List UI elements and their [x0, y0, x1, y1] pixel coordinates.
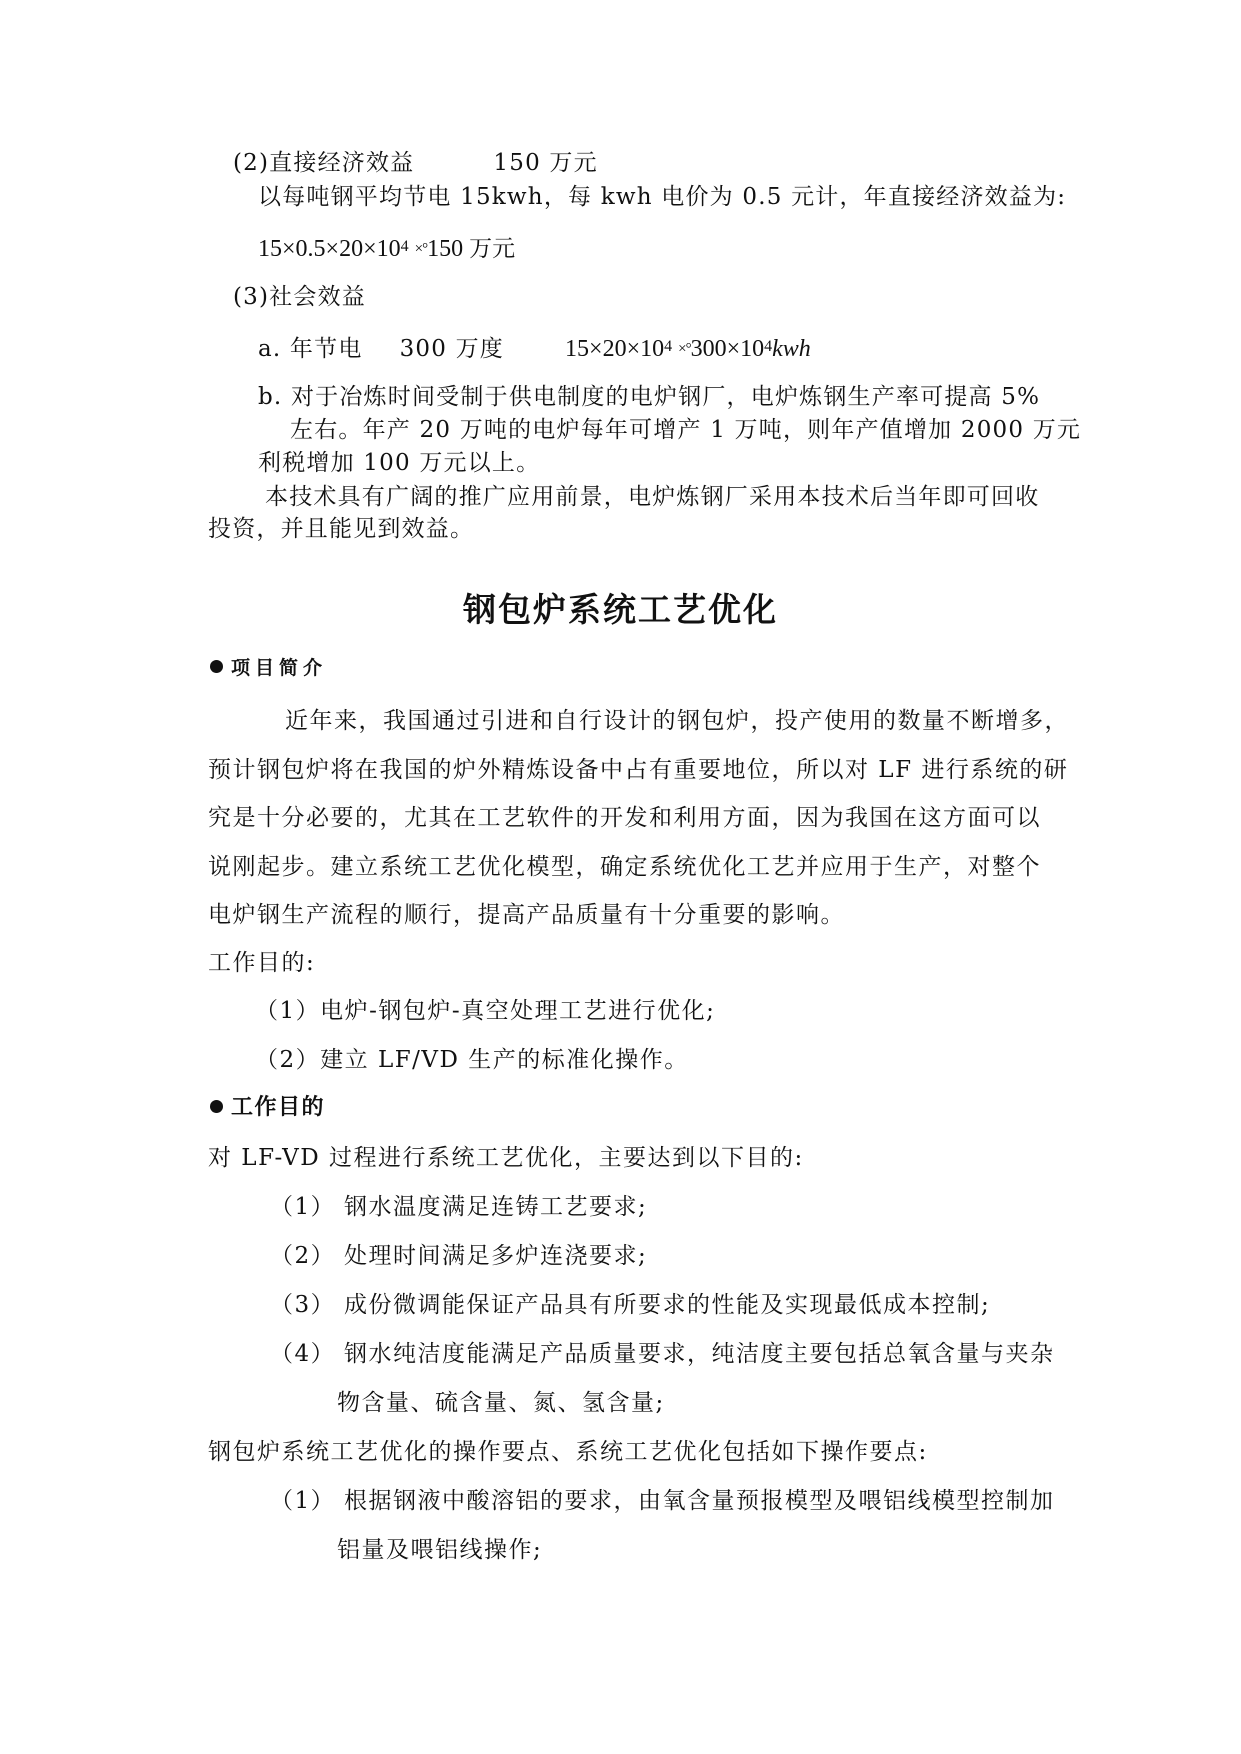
project-intro-heading: [210, 654, 327, 682]
formula2-exp2: 4: [764, 338, 773, 355]
formula-direct-benefit: [258, 234, 515, 267]
formula1-glyph: ×°: [414, 241, 428, 257]
item2-label: (2)直接经济效益: [233, 150, 415, 176]
item2-value: 150 万元: [493, 150, 598, 176]
b-line-1: b. 对于冶炼时间受制于供电制度的电炉钢厂，电炉炼钢生产率可提高 5%: [258, 384, 1041, 410]
intro-para-line-1: 近年来，我国通过引进和自行设计的钢包炉，投产使用的数量不断增多，: [285, 708, 1069, 734]
formula1-exp: 4: [400, 238, 409, 255]
intro-para-line-3: 究是十分必要的，尤其在工艺软件的开发和利用方面，因为我国在这方面可以: [208, 805, 1041, 831]
work-goal-item-2: [270, 1241, 647, 1271]
formula2-left: 15×20×10: [565, 336, 665, 362]
annual-saving-line: [258, 334, 811, 367]
b-line-2: 左右。年产 20 万吨的电炉每年可增产 1 万吨，则年产值增加 2000 万元: [290, 417, 1082, 443]
formula1-right: 150: [427, 236, 464, 262]
item-text: 处理时间满足多炉连浇要求;: [343, 1243, 648, 1269]
intro-para-line-2: 预计钢包炉将在我国的炉外精炼设备中占有重要地位，所以对 LF 进行系统的研: [208, 757, 1069, 783]
a-label: a. 年节电: [258, 336, 363, 362]
ops-item-1-cont: 铝量及喂铝线操作;: [337, 1537, 543, 1563]
intro-para-line-5: 电炉钢生产流程的顺行，提高产品质量有十分重要的影响。: [208, 902, 845, 928]
social-benefit-label: (3)社会效益: [233, 284, 366, 310]
work-goal-item-1: [270, 1192, 647, 1222]
formula2-glyph: ×°: [678, 341, 691, 357]
item-text: 钢水纯洁度能满足产品质量要求，纯洁度主要包括总氧含量与夹杂: [343, 1341, 1055, 1367]
work-goal-item-3: [270, 1290, 990, 1320]
work-goal-item-4: [270, 1339, 1054, 1369]
formula-annual-saving: [565, 336, 811, 362]
ops-intro: 钢包炉系统工艺优化的操作要点、系统工艺优化包括如下操作要点:: [208, 1439, 928, 1465]
item-num: （3）: [270, 1292, 336, 1318]
item-text: 根据钢液中酸溶铝的要求，由氧含量预报模型及喂铝线模型控制加: [343, 1488, 1055, 1514]
goal-label: 工作目的:: [208, 950, 316, 976]
item-num: （1）: [270, 1488, 336, 1514]
intro-para-line-4: 说刚起步。建立系统工艺优化模型，确定系统优化工艺并应用于生产，对整个: [208, 854, 1041, 880]
goal-item-1: （1）电炉-钢包炉-真空处理工艺进行优化;: [255, 998, 716, 1024]
formula1-unit: 万元: [469, 236, 516, 262]
item-num: （2）: [270, 1243, 336, 1269]
calc-intro-line: 以每吨钢平均节电 15kwh，每 kwh 电价为 0.5 元计，年直接经济效益为:: [258, 184, 1067, 210]
item-text: 钢水温度满足连铸工艺要求;: [343, 1194, 648, 1220]
work-goal-item-4-cont: 物含量、硫含量、氮、氢含量;: [337, 1390, 665, 1416]
project-intro-heading-text: 项目简介: [231, 657, 328, 679]
bullet-dot-icon: [210, 660, 223, 673]
formula2-unit: kwh: [772, 336, 811, 362]
goal-item-2: （2）建立 LF/VD 生产的标准化操作。: [255, 1047, 689, 1073]
item-text: 成份微调能保证产品具有所要求的性能及实现最低成本控制;: [343, 1292, 991, 1318]
a-value: 300 万度: [399, 336, 504, 362]
ops-item-1: [270, 1486, 1054, 1516]
item-num: （4）: [270, 1341, 336, 1367]
bullet-dot-icon: [210, 1100, 223, 1113]
formula2-exp: 4: [664, 338, 673, 355]
formula1-left: 15×0.5×20×10: [258, 236, 401, 262]
prospect-line-1: 本技术具有广阔的推广应用前景，电炉炼钢厂采用本技术后当年即可回收: [265, 484, 1040, 510]
work-goal-heading: [210, 1094, 325, 1122]
work-goal-heading-text: 工作目的: [231, 1095, 326, 1120]
item-num: （1）: [270, 1194, 336, 1220]
b-line-3: 利税增加 100 万元以上。: [258, 450, 541, 476]
page-title: 钢包炉系统工艺优化: [463, 590, 778, 629]
prospect-line-2: 投资，并且能见到效益。: [208, 516, 475, 542]
work-goal-intro: 对 LF-VD 过程进行系统工艺优化，主要达到以下目的:: [208, 1145, 804, 1171]
economic-benefit-line: [233, 148, 598, 178]
formula2-mid: 300×10: [690, 336, 765, 362]
